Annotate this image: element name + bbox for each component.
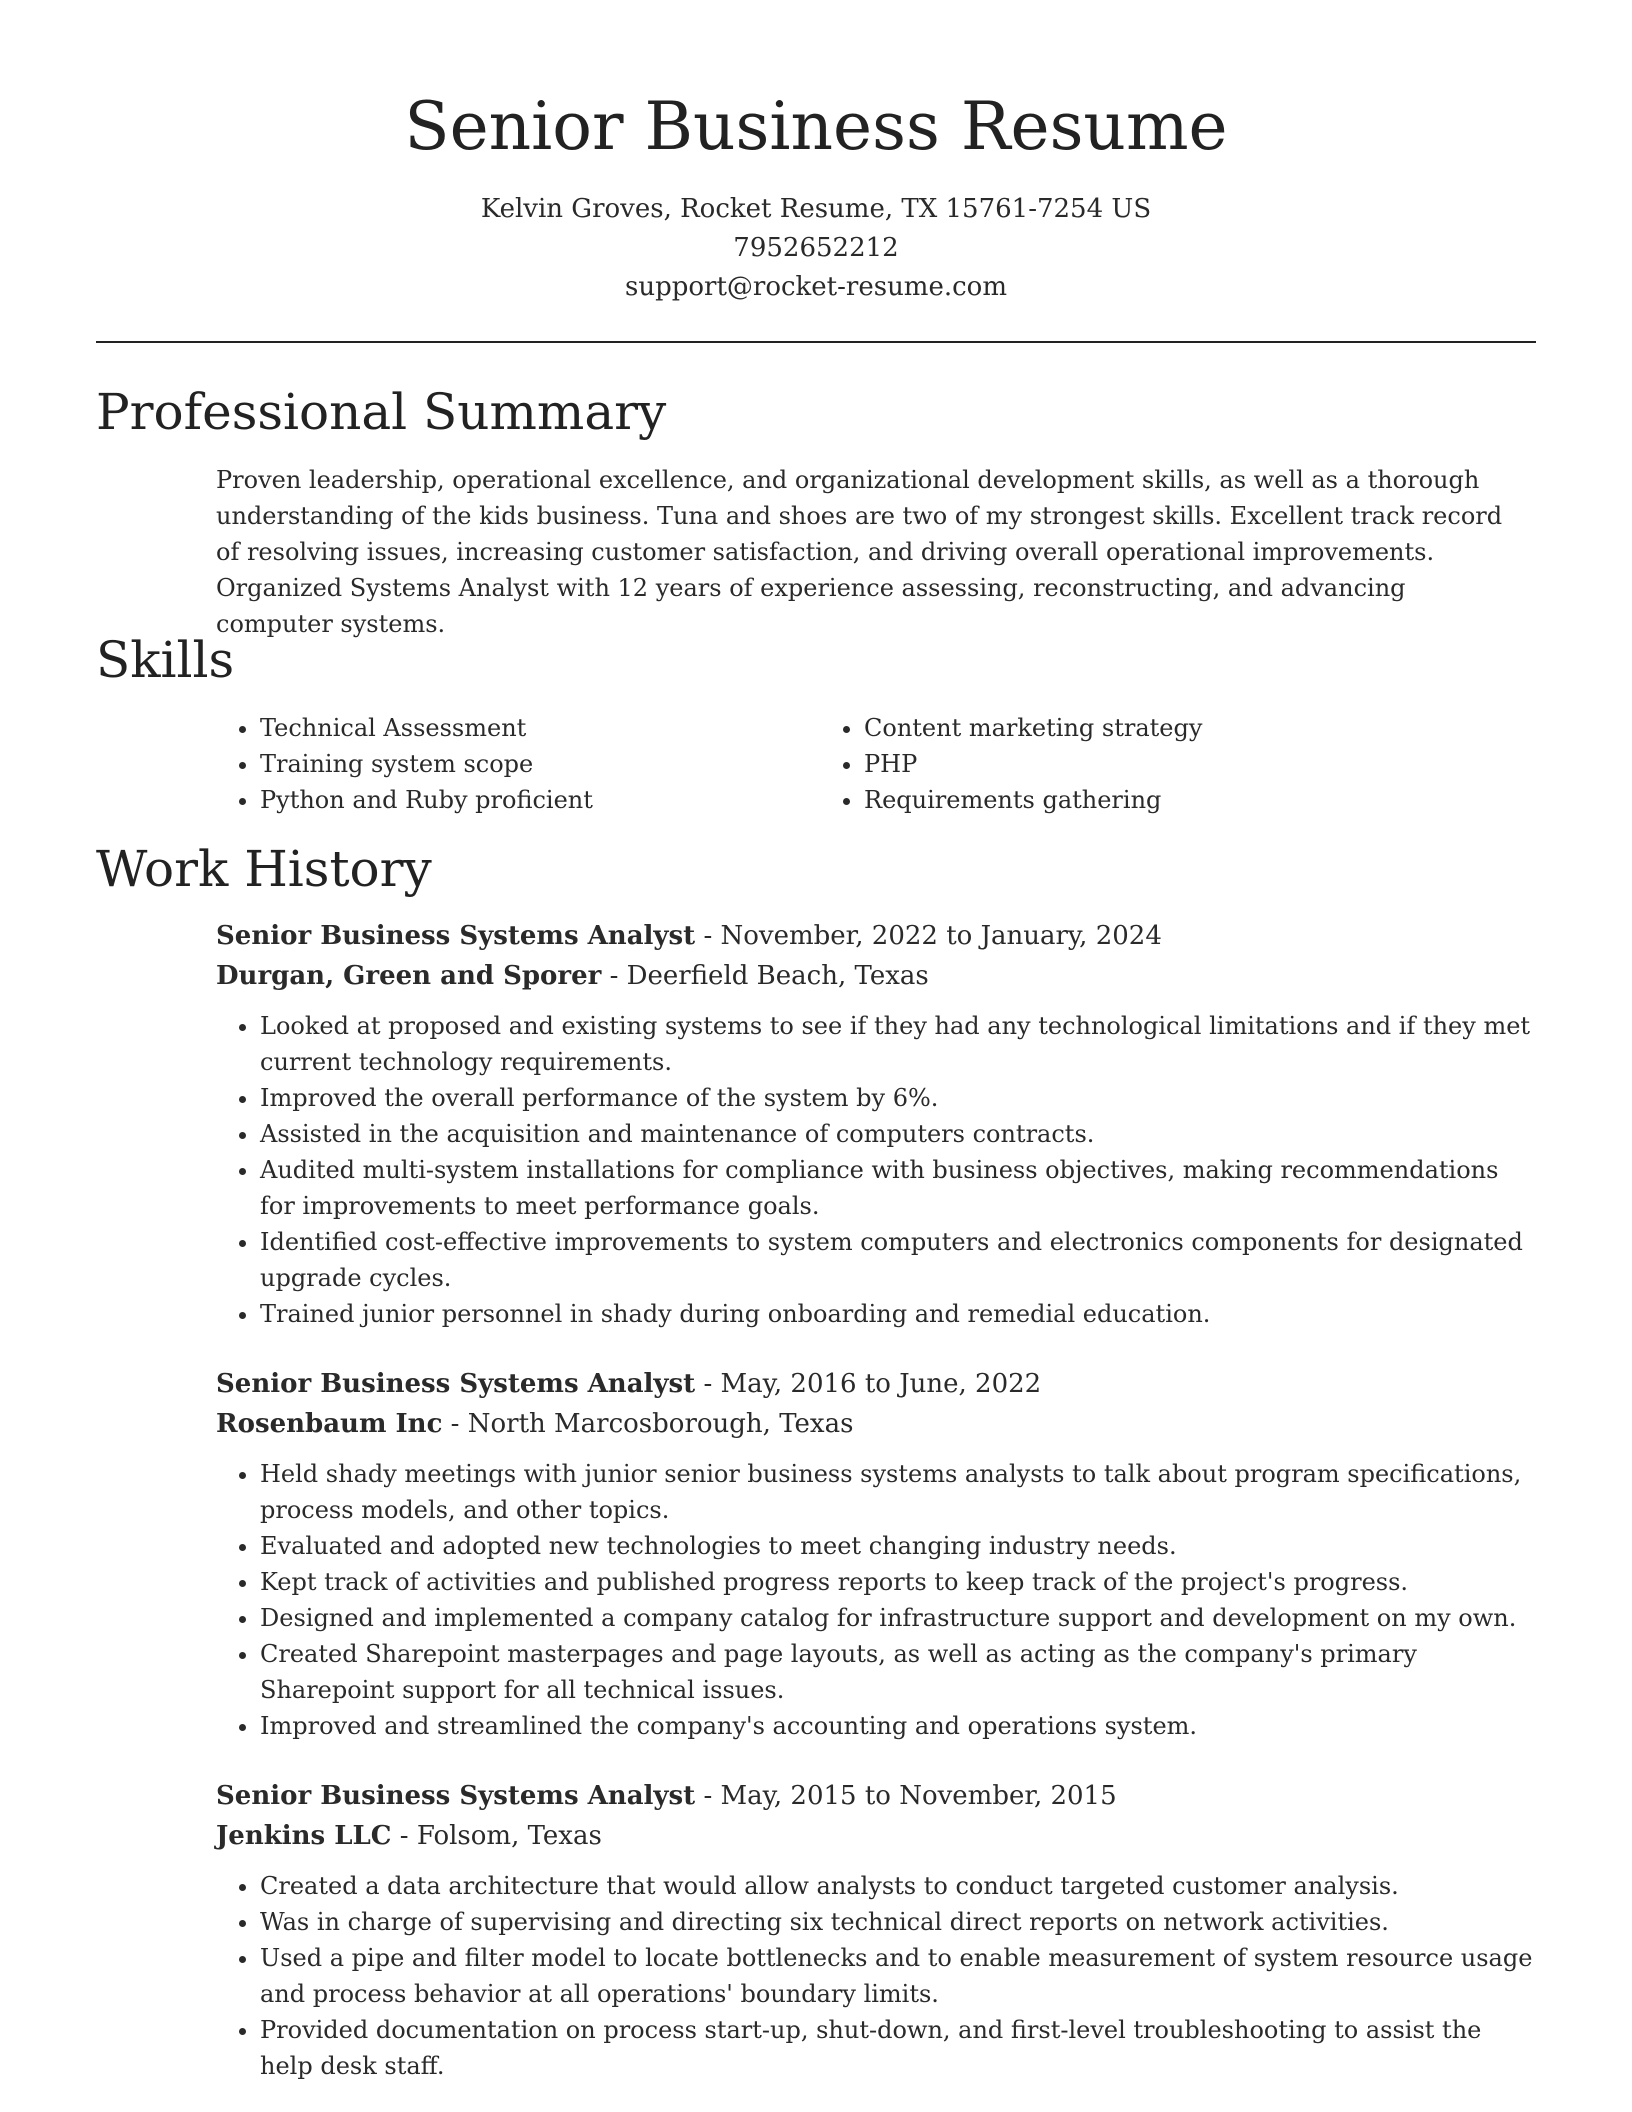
job-bullet: • Assisted in the acquisition and maintenance of computers contracts.: [260, 1116, 1536, 1152]
job-bullet: • Provided documentation on process start-up, shut-down, and first-level troubleshooting to assist the help desk staff.: [260, 2012, 1536, 2084]
summary-heading: Professional Summary: [96, 383, 667, 441]
job-entry: [216, 916, 1536, 1332]
resume-title: Senior Business Resume: [404, 88, 1228, 165]
job-title-line: Senior Business Systems Analyst - May, 2015 to November, 2015: [216, 1781, 1117, 1811]
job-bullet: • Created a data architecture that would allow analysts to conduct targeted customer analysis.: [260, 1868, 1536, 1904]
skill-item: • Technical Assessment: [260, 710, 820, 746]
job-title: Senior Business Systems Analyst: [216, 921, 696, 951]
job-entry: [216, 1364, 1536, 1744]
job-bullet: • Improved the overall performance of the system by 6%.: [260, 1080, 1536, 1116]
job-location: Deerfield Beach, Texas: [626, 961, 929, 991]
skills-list: [216, 710, 1516, 818]
job-bullet: • Was in charge of supervising and directing six technical direct reports on network activities.: [260, 1904, 1536, 1940]
job-bullet: • Held shady meetings with junior senior business systems analysts to talk about program specifications, process models, and other topics.: [260, 1456, 1536, 1528]
contact-block: [0, 190, 1632, 307]
job-title: Senior Business Systems Analyst: [216, 1781, 696, 1811]
skill-item: • Python and Ruby proficient: [260, 782, 820, 818]
contact-email: support@rocket-resume.com: [624, 272, 1007, 302]
job-location: Folsom, Texas: [416, 1821, 602, 1851]
skills-heading: Skills: [96, 631, 235, 689]
job-title: Senior Business Systems Analyst: [216, 1369, 696, 1399]
job-bullet: • Identified cost-effective improvements to system computers and electronics components for designated upgrade cycles.: [260, 1224, 1536, 1296]
contact-phone: 7952652212: [733, 233, 899, 263]
job-bullets: [216, 1008, 1536, 1332]
job-company-line: Durgan, Green and Sporer - Deerfield Beach, Texas: [216, 961, 929, 991]
job-bullets: [216, 1868, 1536, 2084]
job-company: Jenkins LLC: [216, 1821, 392, 1851]
job-bullet: • Looked at proposed and existing systems to see if they had any technological limitations and if they met current technology requirements.: [260, 1008, 1536, 1080]
skills-column-left: [216, 710, 820, 818]
skill-item: • Content marketing strategy: [864, 710, 1420, 746]
job-company-line: Jenkins LLC - Folsom, Texas: [216, 1821, 602, 1851]
job-bullets: [216, 1456, 1536, 1744]
skill-item: • PHP: [864, 746, 1420, 782]
job-location: North Marcosborough, Texas: [467, 1409, 854, 1439]
job-dates: May, 2015 to November, 2015: [720, 1781, 1117, 1811]
job-company: Rosenbaum Inc: [216, 1409, 443, 1439]
job-bullet: • Trained junior personnel in shady during onboarding and remedial education.: [260, 1296, 1536, 1332]
summary-text: Proven leadership, operational excellence, and organizational development skills, as well as a thorough understanding of the kids business. Tuna and shoes are two of my strongest skills. Excellent track record of resolving issues, increasing customer satisfaction, and driving overall operational improvements. Organized Systems Analyst with 12 years of experience assessing, reconstructing, and advancing computer systems.: [216, 466, 1503, 638]
job-title-line: Senior Business Systems Analyst - May, 2016 to June, 2022: [216, 1369, 1042, 1399]
job-bullet: • Created Sharepoint masterpages and page layouts, as well as acting as the company's primary Sharepoint support for all technical issues.: [260, 1636, 1536, 1708]
header-divider: [96, 341, 1536, 343]
skill-item: • Requirements gathering: [864, 782, 1420, 818]
work-history-heading: Work History: [96, 840, 432, 898]
contact-address: Kelvin Groves, Rocket Resume, TX 15761-7254 US: [480, 194, 1152, 224]
job-company-line: Rosenbaum Inc - North Marcosborough, Texas: [216, 1409, 854, 1439]
job-bullet: • Audited multi-system installations for compliance with business objectives, making recommendations for improvements to meet performance goals.: [260, 1152, 1536, 1224]
job-bullet: • Evaluated and adopted new technologies to meet changing industry needs.: [260, 1528, 1536, 1564]
skills-column-right: [820, 710, 1420, 818]
job-dates: May, 2016 to June, 2022: [720, 1369, 1042, 1399]
job-bullet: • Improved and streamlined the company's accounting and operations system.: [260, 1708, 1536, 1744]
job-company: Durgan, Green and Sporer: [216, 961, 602, 991]
job-bullet: • Kept track of activities and published progress reports to keep track of the project's progress.: [260, 1564, 1536, 1600]
job-dates: November, 2022 to January, 2024: [720, 921, 1162, 951]
job-title-line: Senior Business Systems Analyst - November, 2022 to January, 2024: [216, 921, 1162, 951]
job-entry: [216, 1776, 1536, 2084]
job-bullet: • Designed and implemented a company catalog for infrastructure support and development on my own.: [260, 1600, 1536, 1636]
job-bullet: • Used a pipe and filter model to locate bottlenecks and to enable measurement of system resource usage and process behavior at all operations' boundary limits.: [260, 1940, 1536, 2012]
skill-item: • Training system scope: [260, 746, 820, 782]
